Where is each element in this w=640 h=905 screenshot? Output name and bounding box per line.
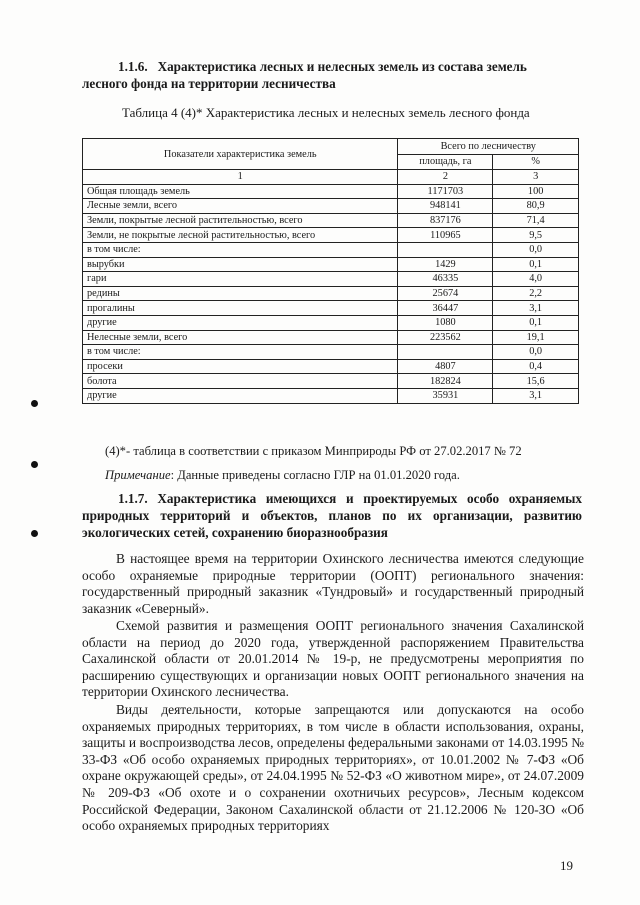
table-row bbox=[83, 315, 579, 330]
table-row bbox=[83, 374, 579, 389]
row-percent: 9,5 bbox=[493, 228, 579, 243]
table-row bbox=[83, 257, 579, 272]
row-label: Земли, покрытые лесной растительностью, всего bbox=[83, 213, 398, 228]
header-area: площадь, га bbox=[398, 154, 493, 170]
section-1-1-7-line2: природных территорий и объектов, планов по их организации, развитию bbox=[82, 508, 582, 523]
row-label: другие bbox=[83, 315, 398, 330]
table-row bbox=[83, 199, 579, 214]
row-area: 948141 bbox=[398, 199, 493, 214]
row-label: в том числе: bbox=[83, 345, 398, 360]
row-label: прогалины bbox=[83, 301, 398, 316]
row-percent: 0,1 bbox=[493, 315, 579, 330]
remark-text: : Данные приведены согласно ГЛР на 01.01.2020 года. bbox=[170, 468, 460, 482]
binder-hole-mark bbox=[31, 461, 38, 468]
row-percent: 4,0 bbox=[493, 272, 579, 287]
row-label: вырубки bbox=[83, 257, 398, 272]
row-label: Лесные земли, всего bbox=[83, 199, 398, 214]
row-area: 36447 bbox=[398, 301, 493, 316]
table-row bbox=[83, 330, 579, 345]
paragraph-3: Виды деятельности, которые запрещаются или допускаются на особо охраняемых природных территориях, в том числе в области использования, охраны, защиты и воспроизводства лесов, определены федеральными законами от 14.03.1995 № 33-ФЗ «Об особо охраняемых природных территориях», от 10.01.2002 № 7-ФЗ «Об охране окружающей среды», от 24.04.1995 № 52-ФЗ «О животном мире», от 24.07.2009 № 209-ФЗ «Об охоте и о сохранении охотничьих ресурсов», Лесным кодексом Российской Федерации, Законом Сахалинской области от 21.12.2006 № 120-ЗО «Об особо охраняемых природных территориях bbox=[82, 702, 584, 834]
header-total: Всего по лесничеству bbox=[398, 139, 579, 155]
row-percent: 15,6 bbox=[493, 374, 579, 389]
col-number-1: 1 bbox=[83, 170, 398, 185]
section-1-1-6-line2: лесного фонда на территории лесничества bbox=[82, 76, 336, 91]
table-row bbox=[83, 272, 579, 287]
table-row bbox=[83, 242, 579, 257]
row-percent: 100 bbox=[493, 184, 579, 199]
row-label: другие bbox=[83, 388, 398, 403]
row-area bbox=[398, 345, 493, 360]
row-label: болота bbox=[83, 374, 398, 389]
table-row bbox=[83, 345, 579, 360]
section-1-1-6-heading bbox=[118, 58, 590, 75]
header-indicator: Показатели характеристика земель bbox=[83, 139, 398, 170]
row-label: редины bbox=[83, 286, 398, 301]
table-row bbox=[83, 359, 579, 374]
table-column-number-row bbox=[83, 170, 579, 185]
row-percent: 3,1 bbox=[493, 301, 579, 316]
row-label: Нелесные земли, всего bbox=[83, 330, 398, 345]
table-header-row bbox=[83, 139, 579, 155]
section-1-1-7-line1: 1.1.7. Характеристика имеющихся и проектируемых особо охраняемых bbox=[118, 491, 582, 506]
row-label: в том числе: bbox=[83, 242, 398, 257]
land-characteristics-table bbox=[82, 138, 579, 404]
row-area: 110965 bbox=[398, 228, 493, 243]
row-area: 46335 bbox=[398, 272, 493, 287]
table-row bbox=[83, 228, 579, 243]
row-percent: 3,1 bbox=[493, 388, 579, 403]
row-area: 223562 bbox=[398, 330, 493, 345]
header-percent: % bbox=[493, 154, 579, 170]
table-row bbox=[83, 388, 579, 403]
section-1-1-6-line1: 1.1.6. Характеристика лесных и нелесных земель из состава земель bbox=[118, 59, 527, 74]
binder-hole-mark bbox=[31, 530, 38, 537]
col-number-3: 3 bbox=[493, 170, 579, 185]
remark-label: Примечание bbox=[105, 468, 171, 482]
page-number: 19 bbox=[560, 858, 573, 873]
row-area: 1080 bbox=[398, 315, 493, 330]
table-row bbox=[83, 213, 579, 228]
table-row bbox=[83, 286, 579, 301]
col-number-2: 2 bbox=[398, 170, 493, 185]
row-area: 35931 bbox=[398, 388, 493, 403]
section-1-1-7-heading bbox=[82, 490, 582, 541]
row-percent: 2,2 bbox=[493, 286, 579, 301]
row-label: Земли, не покрытые лесной растительностью, всего bbox=[83, 228, 398, 243]
row-area bbox=[398, 242, 493, 257]
row-label: гари bbox=[83, 272, 398, 287]
table-footnote: (4)*- таблица в соответствии с приказом Минприроды РФ от 27.02.2017 № 72 bbox=[105, 444, 522, 458]
row-area: 182824 bbox=[398, 374, 493, 389]
row-area: 1171703 bbox=[398, 184, 493, 199]
table-row bbox=[83, 301, 579, 316]
table-row bbox=[83, 184, 579, 199]
row-label: Общая площадь земель bbox=[83, 184, 398, 199]
paragraph-1: В настоящее время на территории Охинского лесничества имеются следующие особо охраняемые природные территории (ООПТ) регионального значения: государственный природный заказник «Тундровый» и государственный природный заказник «Северный». bbox=[82, 551, 584, 616]
binder-hole-mark bbox=[31, 400, 38, 407]
row-label: просеки bbox=[83, 359, 398, 374]
row-area: 837176 bbox=[398, 213, 493, 228]
remark bbox=[105, 468, 460, 483]
paragraph-2: Схемой развития и размещения ООПТ регионального значения Сахалинской области на период до 2020 года, утвержденной распоряжением Правительства Сахалинской области от 20.01.2014 № 19-р, не предусмотрены мероприятия по расширению существующих и организации новых ООПТ регионального значения на территории Охинского лесничества. bbox=[82, 618, 584, 700]
table-caption: Таблица 4 (4)* Характеристика лесных и нелесных земель лесного фонда bbox=[122, 105, 530, 120]
row-percent: 0,0 bbox=[493, 345, 579, 360]
row-area: 25674 bbox=[398, 286, 493, 301]
row-area: 4807 bbox=[398, 359, 493, 374]
row-percent: 0,0 bbox=[493, 242, 579, 257]
row-percent: 80,9 bbox=[493, 199, 579, 214]
row-percent: 19,1 bbox=[493, 330, 579, 345]
row-percent: 0,4 bbox=[493, 359, 579, 374]
row-area: 1429 bbox=[398, 257, 493, 272]
section-1-1-7-line3: экологических сетей, сохранению биоразнообразия bbox=[82, 525, 388, 540]
row-percent: 71,4 bbox=[493, 213, 579, 228]
row-percent: 0,1 bbox=[493, 257, 579, 272]
